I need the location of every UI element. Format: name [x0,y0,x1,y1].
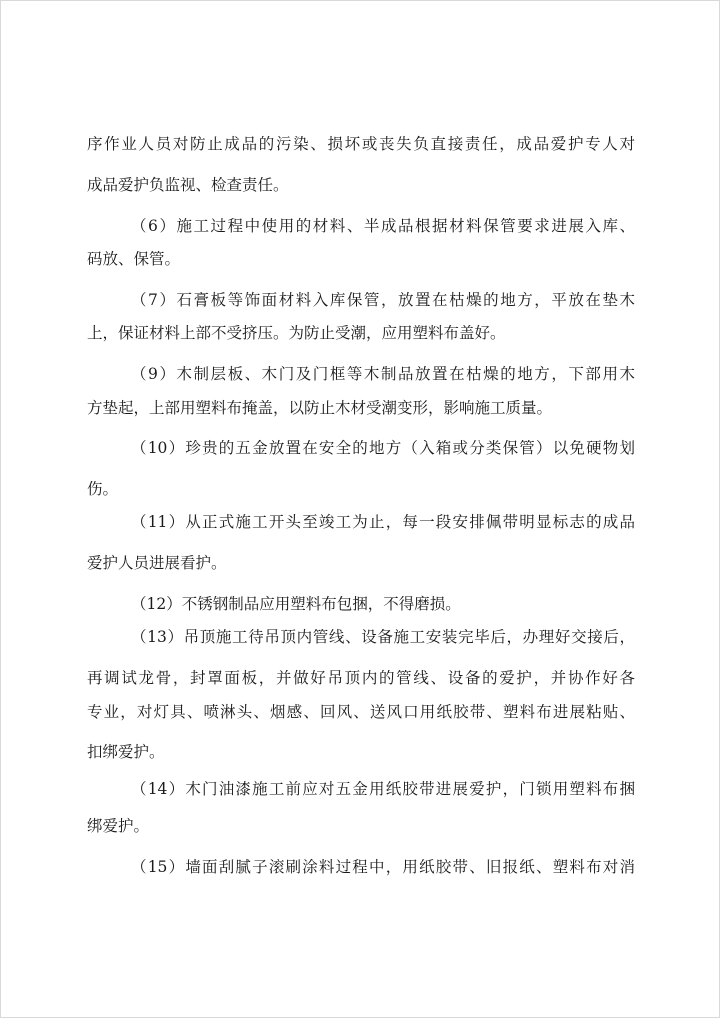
paragraph-line: 爱护人员进展看护。 [87,554,227,572]
paragraph-line: （13）吊顶施工待吊顶内管线、设备施工安装完毕后，办理好交接后， [131,628,635,646]
paragraph-line: （6）施工过程中使用的材料、半成品根据材料保管要求进展入库、 [131,217,635,235]
paragraph-line: 专业，对灯具、喷淋头、烟感、回风、送风口用纸胶带、塑料布进展粘贴、 [87,703,635,721]
paragraph-line: （7）石膏板等饰面材料入库保管，放置在枯燥的地方，平放在垫木 [131,291,635,309]
paragraph-line: 绑爱护。 [87,817,150,835]
paragraph-line: 扣绑爱护。 [87,743,165,761]
paragraph-line: （15）墙面刮腻子滚刷涂料过程中，用纸胶带、旧报纸、塑料布对消 [131,858,635,876]
paragraph-line: （11）从正式施工开头至竣工为止，每一段安排佩带明显标志的成品 [131,513,635,531]
paragraph-line: 码放、保管。 [87,250,181,268]
paragraph-line: 再调试龙骨，封罩面板，并做好吊顶内的管线、设备的爱护，并协作好各 [87,669,635,687]
paragraph-line: 成品爱护负监视、检查责任。 [87,176,289,194]
paragraph-line: （10）珍贵的五金放置在安全的地方（入箱或分类保管）以免硬物划 [131,439,635,457]
paragraph-line: 方垫起，上部用塑料布掩盖，以防止木材受潮变形，影响施工质量。 [87,399,553,417]
paragraph-line: 上，保证材料上部不受挤压。为防止受潮，应用塑料布盖好。 [87,324,506,342]
paragraph-line: （9）木制层板、木门及门框等木制品放置在枯燥的地方，下部用木 [131,365,635,383]
paragraph-line: 伤。 [87,480,119,498]
paragraph-line: 序作业人员对防止成品的污染、损坏或丧失负直接责任，成品爱护专人对 [87,135,635,153]
paragraph-line: （14）木门油漆施工前应对五金用纸胶带进展爱护，门锁用塑料布捆 [131,780,635,798]
paragraph-line: （12）不锈钢制品应用塑料布包捆，不得磨损。 [131,595,461,613]
